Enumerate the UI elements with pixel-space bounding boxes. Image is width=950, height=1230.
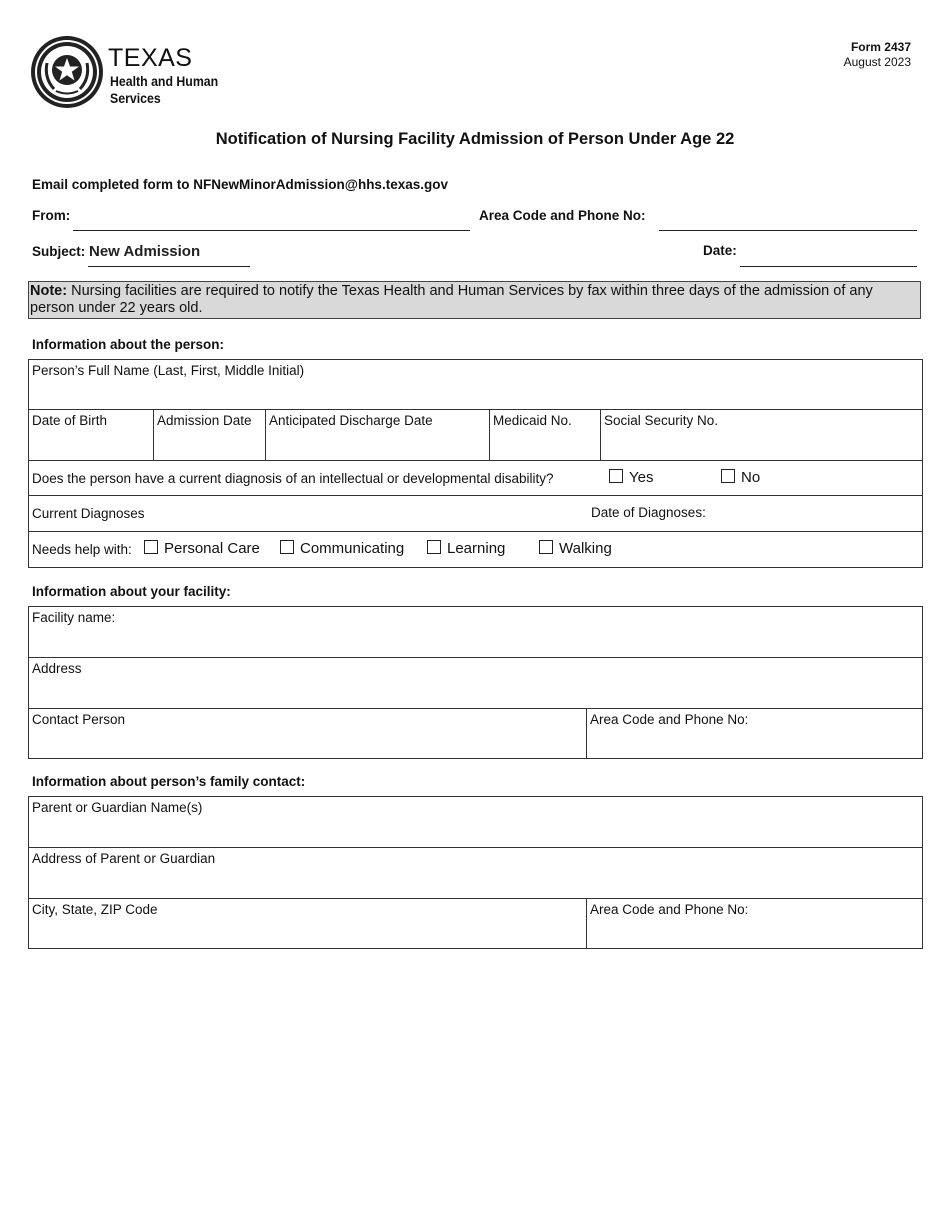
checkbox-learning[interactable] — [427, 540, 441, 554]
diagnoses-date-label: Date of Diagnoses: — [591, 505, 706, 520]
checkbox-communicating[interactable] — [280, 540, 294, 554]
full-name-label: Person’s Full Name (Last, First, Middle Initial) — [32, 363, 305, 378]
ssn-label: Social Security No. — [604, 413, 719, 428]
needs-help-row — [29, 532, 923, 568]
date-field[interactable] — [740, 242, 917, 267]
full-name-cell[interactable] — [29, 360, 923, 410]
idd-yes-option[interactable]: Yes — [609, 469, 653, 486]
checkbox-walking[interactable] — [539, 540, 553, 554]
form-date: August 2023 — [843, 55, 911, 69]
facility-info-table — [28, 606, 923, 759]
facility-phone-cell[interactable] — [587, 709, 923, 759]
help-learning[interactable]: Learning — [427, 540, 505, 557]
ssn-cell[interactable] — [601, 410, 923, 461]
checkbox-no[interactable] — [721, 469, 735, 483]
guardian-address-label: Address of Parent or Guardian — [32, 851, 216, 866]
person-info-table — [28, 359, 923, 568]
page-title: Notification of Nursing Facility Admission of Person Under Age 22 — [215, 130, 735, 148]
facility-address-label: Address — [32, 661, 82, 676]
contact-person-cell[interactable] — [29, 709, 587, 759]
discharge-date-cell[interactable] — [266, 410, 490, 461]
diagnoses-label: Current Diagnoses — [32, 506, 145, 521]
help-communicating[interactable]: Communicating — [280, 540, 404, 557]
checkbox-personal-care[interactable] — [144, 540, 158, 554]
guardian-name-label: Parent or Guardian Name(s) — [32, 800, 203, 815]
date-label: Date: — [703, 243, 737, 258]
facility-name-cell[interactable] — [29, 607, 923, 658]
form-id — [844, 40, 911, 70]
facility-phone-label: Area Code and Phone No: — [590, 712, 749, 727]
family-phone-cell[interactable] — [587, 899, 923, 949]
needs-help-label: Needs help with: — [32, 542, 132, 557]
email-instruction: Email completed form to NFNewMinorAdmission@hhs.texas.gov — [32, 177, 448, 192]
checkbox-yes[interactable] — [609, 469, 623, 483]
diagnoses-row[interactable] — [29, 496, 923, 532]
city-state-zip-label: City, State, ZIP Code — [32, 902, 158, 917]
form-number: Form 2437 — [850, 40, 911, 54]
logo-line-2: Services — [110, 90, 161, 106]
idd-question-row — [29, 461, 923, 496]
logo-line-1: Health and Human — [110, 73, 219, 89]
city-state-zip-cell[interactable] — [29, 899, 587, 949]
dob-cell[interactable] — [29, 410, 154, 461]
phone-field[interactable] — [659, 230, 917, 231]
help-walking[interactable]: Walking — [539, 540, 612, 557]
from-field[interactable] — [73, 230, 470, 231]
contact-person-label: Contact Person — [32, 712, 126, 727]
subject-value: New Admission — [89, 243, 201, 260]
help-personal-care[interactable]: Personal Care — [144, 540, 260, 557]
idd-no-option[interactable]: No — [721, 469, 760, 486]
facility-name-label: Facility name: — [32, 610, 116, 625]
person-section-heading: Information about the person: — [32, 337, 224, 352]
facility-section-heading: Information about your facility: — [32, 584, 231, 599]
note-text: Nursing facilities are required to notify the Texas Health and Human Services by fax within three days of the admission of any person under 22 years old. — [30, 283, 873, 316]
guardian-name-cell[interactable] — [29, 797, 923, 848]
logo-wordmark: TEXAS — [108, 44, 193, 72]
note-box — [28, 281, 921, 319]
discharge-date-label: Anticipated Discharge Date — [269, 413, 433, 428]
note-label: Note: — [30, 283, 68, 299]
family-section-heading: Information about person’s family contact: — [32, 774, 306, 789]
family-info-table — [28, 796, 923, 949]
guardian-address-cell[interactable] — [29, 848, 923, 899]
dob-label: Date of Birth — [32, 413, 108, 428]
admission-date-cell[interactable] — [154, 410, 266, 461]
from-label: From: — [32, 208, 71, 223]
subject-field[interactable] — [88, 242, 250, 267]
medicaid-cell[interactable] — [490, 410, 601, 461]
phone-label: Area Code and Phone No: — [479, 208, 646, 223]
subject-label: Subject: — [32, 244, 86, 259]
idd-question: Does the person have a current diagnosis of an intellectual or developmental disability? — [32, 470, 554, 486]
facility-address-cell[interactable] — [29, 658, 923, 709]
admission-date-label: Admission Date — [157, 413, 252, 428]
family-phone-label: Area Code and Phone No: — [590, 902, 749, 917]
medicaid-label: Medicaid No. — [493, 413, 572, 428]
